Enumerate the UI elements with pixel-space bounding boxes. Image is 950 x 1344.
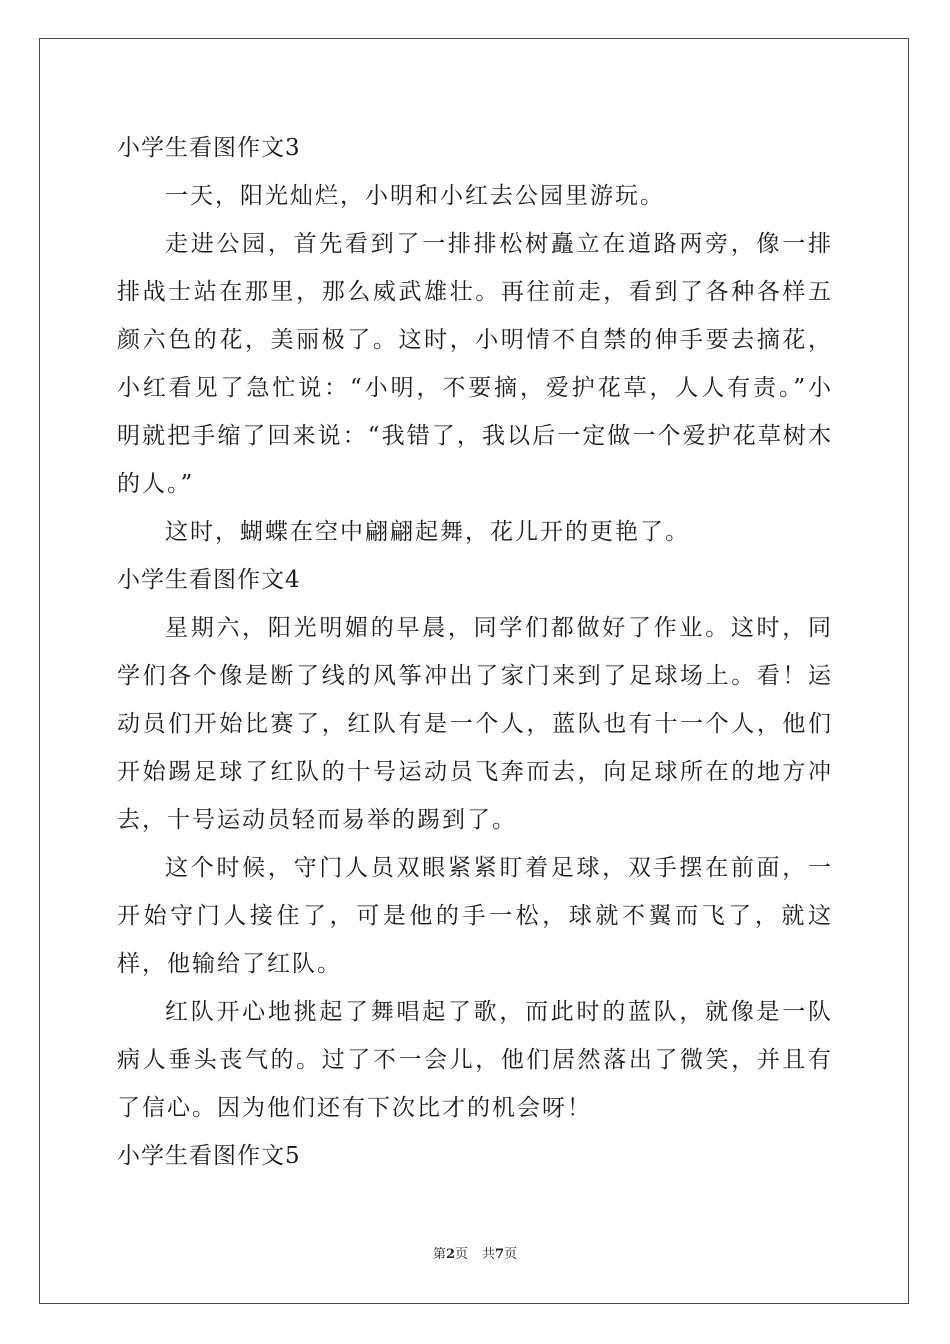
total-prefix: 共 bbox=[482, 1247, 496, 1262]
paragraph: 一天，阳光灿烂，小明和小红去公园里游玩。 bbox=[165, 183, 665, 209]
document-body bbox=[117, 124, 833, 1180]
page-number: 2 bbox=[445, 1247, 455, 1262]
paragraph: 走进公园，首先看到了一排排松树矗立在道路两旁，像一排排战士站在那里，那么威武雄壮。再往前走，看到了各种各样五颜六色的花，美丽极了。这时，小明情不自禁的伸手要去摘花，小红看见了急忙说：“小明，不要摘，爱护花草，人人有责。”小明就把手缩了回来说：“我错了，我以后一定做一个爱护花草树木的人。” bbox=[117, 231, 833, 497]
paragraph: 星期六，阳光明媚的早晨，同学们都做好了作业。这时，同学们各个像是断了线的风筝冲出了家门来到了足球场上。看！运动员们开始比赛了，红队有是一个人，蓝队也有十一个人，他们开始踢足球了红队的十号运动员飞奔而去，向足球所在的地方冲去，十号运动员轻而易举的踢到了。 bbox=[117, 615, 833, 833]
page-prefix: 第 bbox=[432, 1247, 446, 1262]
page-suffix: 页 bbox=[454, 1247, 468, 1262]
total-suffix: 页 bbox=[504, 1247, 518, 1262]
paragraph: 这个时候，守门人员双眼紧紧盯着足球，双手摆在前面，一开始守门人接住了，可是他的手一松，球就不翼而飞了，就这样，他输给了红队。 bbox=[117, 855, 833, 977]
page-footer bbox=[0, 1246, 950, 1264]
section-heading-5: 小学生看图作文5 bbox=[117, 1143, 301, 1169]
section-heading-4: 小学生看图作文4 bbox=[117, 567, 301, 593]
paragraph: 红队开心地挑起了舞唱起了歌，而此时的蓝队，就像是一队病人垂头丧气的。过了不一会儿，他们居然落出了微笑，并且有了信心。因为他们还有下次比才的机会呀！ bbox=[117, 999, 833, 1121]
total-pages: 7 bbox=[495, 1247, 505, 1262]
paragraph: 这时，蝴蝶在空中翩翩起舞，花儿开的更艳了。 bbox=[165, 519, 690, 545]
section-heading-3: 小学生看图作文3 bbox=[117, 135, 301, 161]
